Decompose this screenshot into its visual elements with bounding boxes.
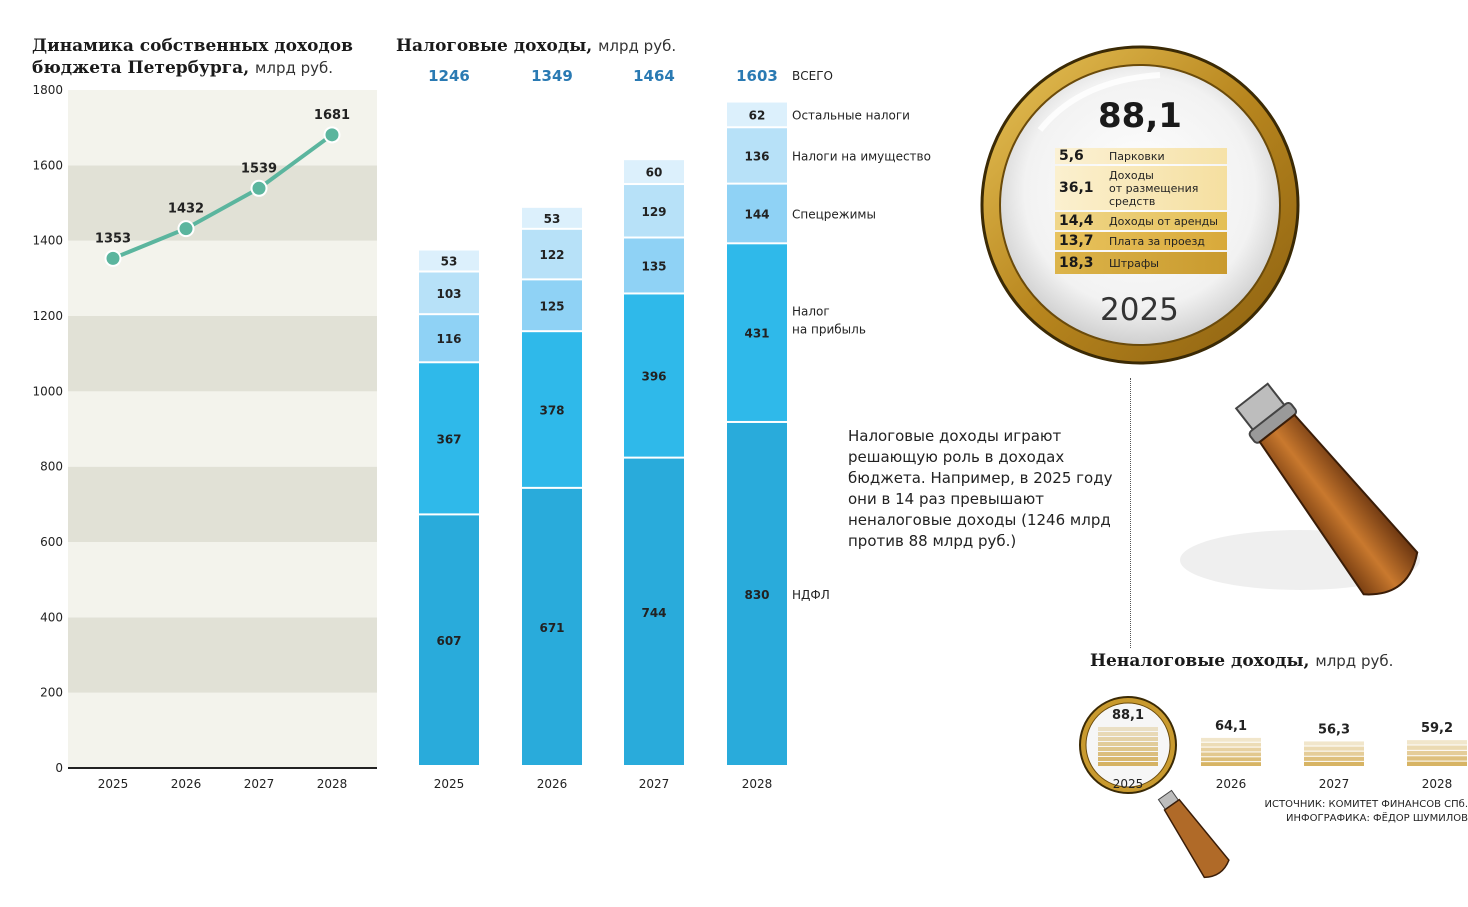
series-label-profit-1: Налог — [792, 304, 830, 319]
y-tick-label: 0 — [55, 761, 63, 775]
magnifier-value: 5,6 — [1059, 148, 1084, 164]
note-text — [848, 426, 1118, 552]
y-tick-label: 400 — [40, 610, 63, 625]
nontax-bar-segment — [1201, 757, 1261, 761]
data-label: 1681 — [313, 107, 351, 123]
nontax-bar-segment — [1201, 738, 1261, 742]
grid-band — [68, 542, 377, 617]
nontax-bar-segment — [1098, 747, 1158, 751]
total-label: ВСЕГО — [792, 69, 833, 83]
bar-chart-title — [396, 35, 816, 57]
nontax-chart — [1070, 690, 1468, 900]
small-magnifier — [1080, 697, 1232, 881]
data-label: 1353 — [94, 231, 132, 247]
nontax-bar-segment — [1098, 737, 1158, 741]
data-label: 1539 — [240, 161, 278, 177]
magnifier-label — [1109, 169, 1198, 208]
segment-label: 103 — [436, 286, 462, 301]
segment-label: 431 — [744, 326, 770, 341]
data-point — [179, 221, 194, 236]
bar-total: 1246 — [428, 67, 470, 85]
magnifier-illustration — [970, 40, 1450, 650]
line-chart-title-line1: Динамика собственных доходов — [32, 36, 353, 56]
segment-label: 136 — [744, 149, 770, 164]
x-tick-label: 2025 — [97, 777, 129, 791]
nontax-value-label: 88,1 — [1111, 708, 1145, 723]
data-point — [106, 251, 121, 266]
magnifier-row — [1055, 148, 1227, 164]
y-tick-label: 600 — [40, 535, 63, 549]
magnifier-total: 88,1 — [1098, 96, 1182, 136]
magnifier-row — [1055, 166, 1227, 210]
grid-band — [68, 165, 377, 240]
grid-band — [68, 693, 377, 768]
segment-label: 396 — [641, 369, 667, 384]
magnifier-value: 13,7 — [1059, 233, 1094, 249]
magnifier-row — [1055, 212, 1227, 230]
nontax-bar-segment — [1098, 762, 1158, 766]
x-tick-label: 2027 — [243, 777, 275, 791]
line-chart — [0, 80, 390, 800]
segment-label: 367 — [436, 432, 462, 447]
bar-total: 1464 — [633, 67, 675, 85]
grid-band — [68, 391, 377, 466]
x-tick-label: 2028 — [1421, 777, 1453, 791]
magnifier-value: 18,3 — [1059, 255, 1094, 271]
line-chart-title-line2: бюджета Петербурга, — [32, 58, 250, 78]
note-line: бюджета. Например, в 2025 году — [848, 469, 1113, 487]
segment-label: 125 — [539, 299, 565, 314]
magnifier-label: Штрафы — [1109, 256, 1159, 270]
y-tick-label: 1600 — [32, 158, 63, 173]
x-tick-label: 2025 — [433, 777, 465, 791]
nontax-title-text: Неналоговые доходы, — [1090, 651, 1310, 671]
nontax-unit: млрд руб. — [1315, 652, 1394, 670]
y-tick-label: 1400 — [32, 233, 63, 248]
segment-label: 122 — [539, 248, 565, 263]
segment-label: 53 — [440, 254, 458, 269]
magnifier-year: 2025 — [1100, 292, 1179, 328]
nontax-bar-segment — [1407, 740, 1467, 744]
grid-band — [68, 617, 377, 692]
bar-total: 1349 — [531, 67, 573, 85]
series-label-property: Налоги на имущество — [792, 149, 931, 164]
magnifier-row — [1055, 232, 1227, 250]
nontax-title — [1090, 650, 1468, 672]
segment-label: 744 — [641, 605, 667, 620]
magnifier-label: Доходы от аренды — [1109, 214, 1218, 228]
y-tick-label: 800 — [40, 459, 63, 474]
magnifier-label-line: от размещения — [1109, 181, 1199, 195]
bar-total: 1603 — [736, 67, 778, 85]
magnifier-row — [1055, 252, 1227, 274]
nontax-bar-segment — [1098, 742, 1158, 746]
y-tick-label: 1000 — [32, 384, 63, 399]
nontax-value-label: 56,3 — [1317, 722, 1351, 738]
data-label: 1432 — [167, 201, 205, 217]
y-tick-label: 1800 — [32, 83, 63, 97]
magnifier-label-line: средств — [1109, 194, 1156, 208]
nontax-bar-segment — [1407, 745, 1467, 749]
magnifier-table — [1055, 148, 1227, 276]
segment-label: 116 — [436, 332, 462, 347]
segment-label: 129 — [641, 204, 667, 219]
nontax-bar-segment — [1407, 756, 1467, 760]
x-tick-label: 2026 — [170, 777, 202, 791]
y-tick-label: 1200 — [32, 309, 63, 323]
segment-label: 607 — [436, 634, 462, 649]
note-line: против 88 млрд руб.) — [848, 532, 1017, 550]
nontax-bar-segment — [1407, 762, 1467, 766]
x-tick-label: 2026 — [536, 777, 568, 791]
nontax-bar-segment — [1098, 727, 1158, 731]
magnifier-label: Парковки — [1109, 149, 1165, 163]
bar-chart-title-text: Налоговые доходы, — [396, 36, 593, 56]
nontax-bar-segment — [1304, 762, 1364, 766]
note-line: Налоговые доходы играют — [848, 427, 1062, 445]
nontax-bar-segment — [1098, 732, 1158, 736]
segment-label: 135 — [641, 259, 667, 274]
note-line: неналоговые доходы (1246 млрд — [848, 511, 1111, 529]
series-label-other: Остальные налоги — [792, 108, 910, 123]
segment-label: 830 — [744, 587, 770, 602]
data-point — [252, 181, 267, 196]
y-tick-label: 200 — [40, 685, 63, 700]
nontax-bar-segment — [1407, 751, 1467, 755]
series-label-ndfl: НДФЛ — [792, 587, 830, 602]
nontax-bar-segment — [1304, 747, 1364, 751]
segment-label: 144 — [744, 207, 770, 222]
nontax-value-label: 64,1 — [1214, 718, 1248, 734]
magnifier-label: Плата за проезд — [1109, 234, 1205, 248]
nontax-bar-segment — [1304, 741, 1364, 745]
x-tick-label: 2027 — [1318, 777, 1350, 791]
segment-label: 671 — [539, 620, 565, 635]
nontax-bar-segment — [1304, 752, 1364, 756]
note-line: они в 14 раз превышают — [848, 490, 1044, 508]
credit-line: ИНФОГРАФИКА: ФЁДОР ШУМИЛОВ — [1286, 813, 1468, 824]
segment-label: 62 — [748, 108, 766, 123]
segment-label: 378 — [539, 403, 565, 418]
series-label-special: Спецрежимы — [792, 207, 876, 222]
line-chart-title — [32, 35, 392, 79]
x-tick-label: 2028 — [316, 777, 348, 791]
segment-label: 60 — [645, 165, 663, 180]
x-tick-label: 2025 — [1112, 777, 1144, 791]
x-tick-label: 2027 — [638, 777, 670, 791]
magnifier-value: 36,1 — [1059, 180, 1094, 196]
nontax-bar-segment — [1098, 757, 1158, 761]
source-line: ИСТОЧНИК: КОМИТЕТ ФИНАНСОВ СПб. — [1264, 799, 1468, 810]
magnifier-label-line: Доходы — [1109, 168, 1154, 182]
note-line: решающую роль в доходах — [848, 448, 1065, 466]
x-tick-label: 2028 — [741, 777, 773, 791]
magnifier-value: 14,4 — [1059, 213, 1094, 229]
nontax-bar-segment — [1201, 762, 1261, 766]
x-tick-label: 2026 — [1215, 777, 1247, 791]
nontax-value-label: 59,2 — [1420, 721, 1454, 737]
line-chart-unit: млрд руб. — [255, 59, 334, 77]
nontax-bar-segment — [1098, 752, 1158, 756]
nontax-bar-segment — [1201, 743, 1261, 747]
nontax-bar-segment — [1304, 757, 1364, 761]
source-block — [1190, 798, 1468, 826]
grid-band — [68, 316, 377, 391]
segment-label: 53 — [543, 211, 561, 226]
nontax-bar-segment — [1201, 748, 1261, 752]
nontax-bar-segment — [1201, 752, 1261, 756]
data-point — [325, 127, 340, 142]
grid-band — [68, 467, 377, 542]
bar-chart-unit: млрд руб. — [598, 37, 677, 55]
series-label-profit-2: на прибыль — [792, 322, 866, 337]
pointer-line — [1130, 378, 1131, 648]
